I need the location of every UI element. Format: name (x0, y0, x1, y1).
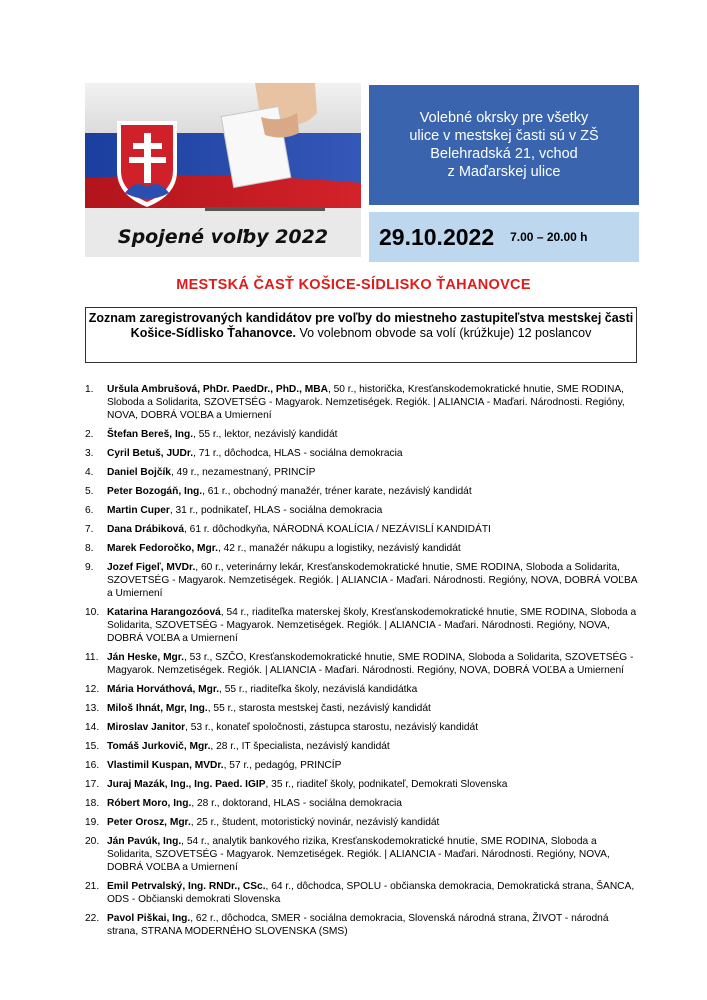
candidate-info: , 64 r., dôchodca, SPOLU - občianska demokracia, Demokratická strana, ŠANCA, ODS - Občianski demokrati Slovenska (107, 881, 635, 905)
candidate-info: , 28 r., IT špecialista, nezávislý kandidát (210, 741, 390, 752)
candidate-item (85, 759, 640, 772)
candidate-name: Miloš Ihnát, Mgr, Ing. (107, 703, 208, 714)
candidate-name: Vlastimil Kuspan, MVDr. (107, 760, 224, 771)
candidate-item (85, 912, 640, 938)
candidate-name: Tomáš Jurkovič, Mgr. (107, 741, 211, 752)
candidate-name: Jozef Figeľ, MVDr. (107, 562, 196, 573)
candidate-item (85, 816, 640, 829)
candidate-info: , 54 r., analytik bankového rizika, Kresťanskodemokratické hnutie, SME RODINA, Sloboda a Solidarita, SZOVETSÉG - Magyarok. Nemzetiségek. Regiók. | ALIANCIA - Maďari. Národnosti. Regióny, NOVA, DOBRÁ VOĽBA a Umiernení (107, 836, 610, 873)
candidate-name: Mária Horváthová, Mgr. (107, 684, 220, 695)
candidate-item (85, 651, 640, 677)
candidate-info: , 42 r., manažér nákupu a logistiky, nezávislý kandidát (217, 543, 461, 554)
polling-location-text: Volebné okrsky pre všetky ulice v mestskej časti sú v ZŠ Belehradská 21, vchod z Maďarskej ulice (409, 110, 599, 180)
candidate-name: Ján Pavúk, Ing. (107, 836, 182, 847)
candidate-name: Peter Orosz, Mgr. (107, 817, 191, 828)
candidate-item (85, 466, 640, 479)
candidate-item (85, 683, 640, 696)
candidate-info: , 25 r., študent, motoristický novinár, nezávislý kandidát (190, 817, 440, 828)
candidate-info: , 49 r., nezamestnaný, PRINCÍP (170, 467, 316, 478)
candidate-number: 8. (85, 543, 94, 554)
candidate-item (85, 428, 640, 441)
candidate-info: , 60 r., veterinárny lekár, Kresťanskodemokratické hnutie, SME RODINA, Sloboda a Solidarita, SZOVETSÉG - Magyarok. Nemzetiségek. Regiók. | ALIANCIA - Maďari. Národnosti. Regióny, NOVA, DOBRÁ VOĽBA a Umiernení (107, 562, 637, 599)
candidate-name: Marek Fedoročko, Mgr. (107, 543, 218, 554)
candidate-number: 13. (85, 703, 100, 714)
candidate-info: , 57 r., pedagóg, PRINCÍP (223, 760, 342, 771)
candidate-name: Emil Petrvalský, Ing. RNDr., CSc. (107, 881, 266, 892)
candidate-item (85, 606, 640, 645)
election-date-box (369, 212, 639, 262)
candidate-name: Róbert Moro, Ing. (107, 798, 192, 809)
candidate-number: 9. (85, 562, 94, 573)
election-poster (85, 83, 361, 257)
candidate-number: 6. (85, 505, 94, 516)
candidate-info: , 55 r., riaditeľka školy, nezávislá kandidátka (219, 684, 418, 695)
candidate-list (85, 383, 640, 944)
candidate-item (85, 561, 640, 600)
candidate-name: Pavol Piškai, Ing. (107, 913, 191, 924)
candidate-number: 10. (85, 607, 100, 618)
candidate-info: , 55 r., lektor, nezávislý kandidát (193, 429, 338, 440)
candidate-info: , 61 r. dôchodkyňa, NÁRODNÁ KOALÍCIA / NEZÁVISLÍ KANDIDÁTI (184, 524, 491, 535)
intro-text: Vo volebnom obvode sa volí (krúžkuje) 12 poslancov (296, 326, 592, 340)
candidate-number: 14. (85, 722, 100, 733)
candidate-item (85, 835, 640, 874)
candidate-number: 18. (85, 798, 100, 809)
candidate-name: Peter Bozogáň, Ing. (107, 486, 203, 497)
candidate-number: 21. (85, 881, 100, 892)
election-hours: 7.00 – 20.00 h (510, 230, 588, 244)
polling-location-box (369, 85, 639, 205)
candidate-name: Miroslav Janitor (107, 722, 186, 733)
candidate-info: , 55 r., starosta mestskej časti, nezávislý kandidát (207, 703, 431, 714)
election-date: 29.10.2022 (379, 223, 495, 250)
candidate-item (85, 778, 640, 791)
candidate-item (85, 504, 640, 517)
candidate-item (85, 702, 640, 715)
candidate-number: 19. (85, 817, 100, 828)
candidate-number: 1. (85, 384, 94, 395)
candidate-name: Štefan Bereš, Ing. (107, 429, 194, 440)
candidate-item (85, 447, 640, 460)
candidate-item (85, 542, 640, 555)
candidate-item (85, 383, 640, 422)
candidate-info: , 50 r., historička, Kresťanskodemokratické hnutie, SME RODINA, Sloboda a Solidarita, SZOVETSÉG - Magyarok. Nemzetiségek. Regiók. | ALIANCIA - Maďari. Národnosti. Regióny, NOVA, DOBRÁ VOĽBA a Umiernení (107, 384, 625, 421)
candidate-number: 3. (85, 448, 94, 459)
candidate-name: Ján Heske, Mgr. (107, 652, 185, 663)
candidate-info: , 62 r., dôchodca, SMER - sociálna demokracia, Slovenská národná strana, ŽIVOT - národná strana, STRANA MODERNÉHO SLOVENSKA (SMS) (107, 913, 609, 937)
candidate-name: Martin Cuper (107, 505, 170, 516)
candidate-item (85, 721, 640, 734)
candidate-info: , 54 r., riaditeľka materskej školy, Kresťanskodemokratické hnutie, SME RODINA, Sloboda a Solidarita, SZOVETSÉG - Magyarok. Nemzetiségek. Regiók. | ALIANCIA - Maďari. Národnosti. Regióny, NOVA, DOBRÁ VOĽBA a Umiernení (107, 607, 637, 644)
poster-caption: Spojené voľby 2022 (117, 226, 329, 248)
candidate-item (85, 740, 640, 753)
candidate-number: 11. (85, 652, 99, 663)
candidate-name: Juraj Mazák, Ing., Ing. Paed. IGIP (107, 779, 266, 790)
candidate-name: Cyril Betuš, JUDr. (107, 448, 194, 459)
candidate-number: 22. (85, 913, 100, 924)
candidate-number: 16. (85, 760, 100, 771)
candidate-number: 4. (85, 467, 94, 478)
candidate-name: Uršula Ambrušová, PhDr. PaedDr., PhD., MBA (107, 384, 328, 395)
candidate-info: , 53 r., konateľ spoločnosti, zástupca starostu, nezávislý kandidát (185, 722, 479, 733)
candidate-item (85, 797, 640, 810)
candidate-name: Katarina Harangozóová (107, 607, 221, 618)
candidate-number: 5. (85, 486, 94, 497)
district-title: MESTSKÁ ČASŤ KOŠICE-SÍDLISKO ŤAHANOVCE (176, 277, 531, 293)
candidate-number: 17. (85, 779, 100, 790)
candidate-name: Dana Drábiková (107, 524, 185, 535)
candidate-number: 2. (85, 429, 94, 440)
candidate-number: 15. (85, 741, 100, 752)
candidate-number: 20. (85, 836, 100, 847)
candidate-info: , 31 r., podnikateľ, HLAS - sociálna demokracia (169, 505, 383, 516)
candidate-item (85, 523, 640, 536)
candidate-info: , 61 r., obchodný manažér, tréner karate, nezávislý kandidát (202, 486, 472, 497)
intro-box (85, 307, 637, 363)
candidate-info: , 35 r., riaditeľ školy, podnikateľ, Demokrati Slovenska (265, 779, 508, 790)
candidate-info: , 71 r., dôchodca, HLAS - sociálna demokracia (193, 448, 403, 459)
candidate-item (85, 485, 640, 498)
candidate-number: 7. (85, 524, 94, 535)
candidate-number: 12. (85, 684, 100, 695)
candidate-name: Daniel Bojčík (107, 467, 171, 478)
candidate-item (85, 880, 640, 906)
intro-bold-text: Zoznam zaregistrovaných kandidátov pre voľby do miestneho zastupiteľstva mestskej časti Košice-Sídlisko Ťahanovce. (88, 311, 634, 340)
candidate-info: , 53 r., SZČO, Kresťanskodemokratické hnutie, SME RODINA, Sloboda a Solidarita, SZOVETSÉG - Magyarok. Nemzetiségek. Regiók. | ALIANCIA - Maďari. Národnosti. Regióny, NOVA, DOBRÁ VOĽBA a Umiernení (107, 652, 634, 676)
candidate-info: , 28 r., doktorand, HLAS - sociálna demokracia (191, 798, 402, 809)
